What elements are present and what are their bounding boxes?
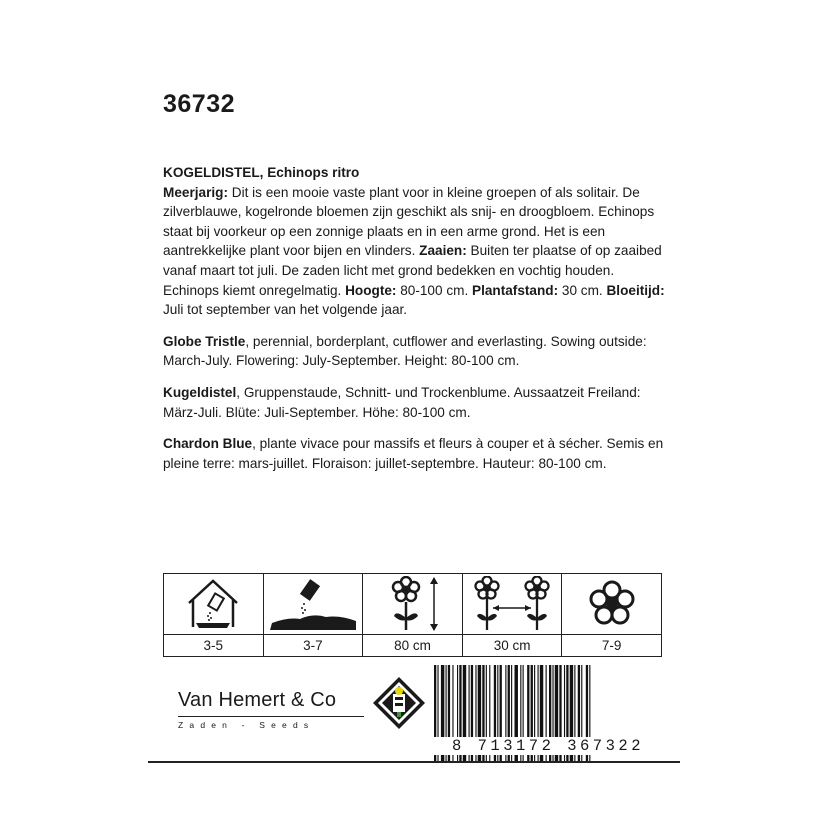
flowering-months: 7-9 <box>601 638 622 653</box>
plant-height-value: 80 cm <box>394 638 431 653</box>
english-description: Globe Tristle, perennial, borderplant, cutflower and everlasting. Sowing outside: March-July. Flowering: July-September. Height: 80-100 cm. <box>163 333 647 369</box>
height-cell <box>363 574 463 656</box>
brand-divider <box>178 716 364 717</box>
plant-height-icon <box>363 574 462 635</box>
spacing-cell <box>463 574 563 656</box>
sowing-outdoor-cell <box>264 574 364 656</box>
description-text <box>163 163 673 485</box>
plant-spacing-value: 30 cm <box>493 638 531 653</box>
certification-logo-icon <box>372 676 426 730</box>
brand-block <box>178 689 378 730</box>
flowering-cell <box>562 574 661 656</box>
product-code: 36732 <box>163 90 236 118</box>
greenhouse-sowing-icon <box>164 574 263 635</box>
plant-spacing-icon <box>463 574 562 635</box>
flowering-icon <box>562 574 661 635</box>
cultivation-icons <box>163 573 662 657</box>
outdoor-sowing-icon <box>264 574 363 635</box>
brand-name: Van Hemert & Co <box>178 689 337 711</box>
greenhouse-sowing-months: 3-5 <box>203 638 224 653</box>
outdoor-sowing-months: 3-7 <box>303 638 323 653</box>
brand-subtitle: Zaden - Seeds <box>178 720 315 730</box>
dutch-description: KOGELDISTEL, Echinops ritro Meerjarig: Dit is een mooie vaste plant voor in kleine groepen of als solitair. De zilverblauwe, kogelronde bloemen zijn geschikt als snij- en droogbloem. Echinops staat bij voorkeur op een zonnige plaats en in een arme grond. Het is een aantrekkelijke plant voor bijen en vlinders. Zaaien: Buiten ter plaatse of op zaaibed vanaf maart tot juli. De zaden licht met grond bedekken en vochtig houden. Echinops kiemt onregelmatig. Hoogte: 80-100 cm. Plantafstand: 30 cm. Bloeitijd: Juli tot september van het volgende jaar. <box>163 163 673 320</box>
german-description: Kugeldistel, Gruppenstaude, Schnitt- und Trockenblume. Aussaatzeit Freiland: März-Juli. Blüte: Juli-September. Höhe: 80-100 cm. <box>163 384 641 420</box>
bottom-divider <box>148 761 680 763</box>
product-title: KOGELDISTEL, Echinops ritro <box>163 165 360 180</box>
sowing-indoor-cell <box>164 574 264 656</box>
french-description: Chardon Blue, plante vivace pour massifs et fleurs à couper et à sécher. Semis en pleine terre: mars-juillet. Floraison: juillet-septembre. Hauteur: 80-100 cm. <box>163 436 664 471</box>
barcode-number: 8 713172 367322 <box>432 737 664 755</box>
